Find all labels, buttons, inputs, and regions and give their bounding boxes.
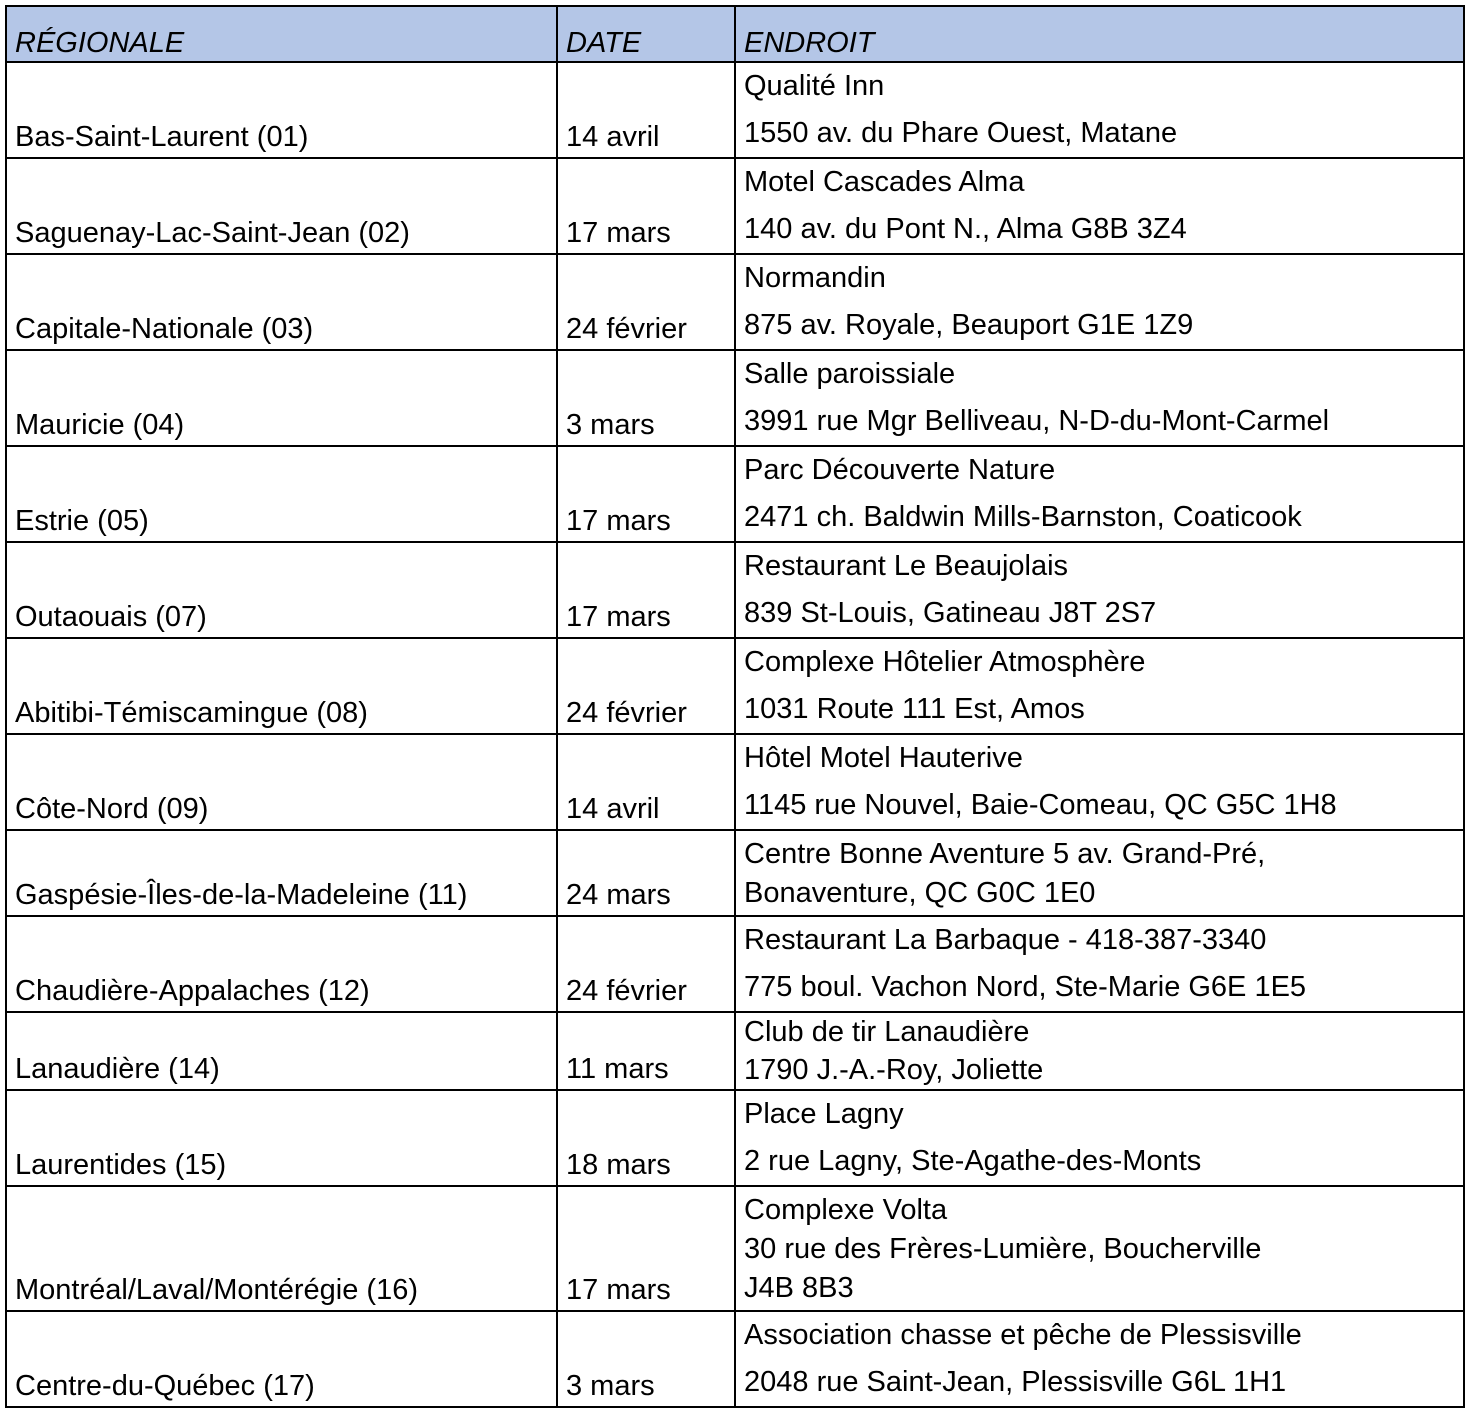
region-cell: Bas-Saint-Laurent (01): [6, 62, 557, 158]
date-cell: 11 mars: [557, 1012, 735, 1090]
table-row: [6, 1012, 1464, 1090]
place-name: Complexe Hôtelier Atmosphère: [744, 646, 1146, 678]
region-cell: Saguenay-Lac-Saint-Jean (02): [6, 158, 557, 254]
date-cell: 3 mars: [557, 1311, 735, 1407]
region-cell: Lanaudière (14): [6, 1012, 557, 1090]
place-address: 1031 Route 111 Est, Amos: [744, 693, 1085, 725]
date-cell: 14 avril: [557, 62, 735, 158]
place-address: 2048 rue Saint-Jean, Plessisville G6L 1H1: [744, 1366, 1287, 1398]
header-place: ENDROIT: [735, 6, 1464, 62]
place-address: 1790 J.-A.-Roy, Joliette: [744, 1054, 1044, 1086]
place-cell: [735, 830, 1464, 916]
place-name: Motel Cascades Alma: [744, 166, 1025, 198]
place-address: 1145 rue Nouvel, Baie-Comeau, QC G5C 1H8: [744, 789, 1337, 821]
place-cell: [735, 254, 1464, 350]
regions-table: [5, 5, 1465, 1408]
place-name: Hôtel Motel Hauterive: [744, 742, 1023, 774]
table-row: [6, 1090, 1464, 1186]
place-name: Place Lagny: [744, 1098, 904, 1130]
region-cell: Chaudière-Appalaches (12): [6, 916, 557, 1012]
date-cell: 24 février: [557, 254, 735, 350]
place-cell: [735, 916, 1464, 1012]
table-row: [6, 638, 1464, 734]
region-cell: Centre-du-Québec (17): [6, 1311, 557, 1407]
region-cell: Gaspésie-Îles-de-la-Madeleine (11): [6, 830, 557, 916]
place-name: Centre Bonne Aventure 5 av. Grand-Pré,: [744, 838, 1266, 870]
place-address: 1550 av. du Phare Ouest, Matane: [744, 117, 1178, 149]
place-address: 775 boul. Vachon Nord, Ste-Marie G6E 1E5: [744, 971, 1307, 1003]
header-row: [6, 6, 1464, 62]
place-address: 140 av. du Pont N., Alma G8B 3Z4: [744, 213, 1187, 245]
table-row: [6, 62, 1464, 158]
place-cell: [735, 734, 1464, 830]
place-name: Restaurant La Barbaque - 418-387-3340: [744, 924, 1267, 956]
place-name: Association chasse et pêche de Plessisville: [744, 1319, 1302, 1351]
table-row: [6, 1311, 1464, 1407]
date-cell: 18 mars: [557, 1090, 735, 1186]
place-address: 839 St-Louis, Gatineau J8T 2S7: [744, 597, 1157, 629]
place-address: 875 av. Royale, Beauport G1E 1Z9: [744, 309, 1194, 341]
table-row: [6, 446, 1464, 542]
region-cell: Laurentides (15): [6, 1090, 557, 1186]
place-address: Bonaventure, QC G0C 1E0: [744, 877, 1096, 909]
table-row: [6, 350, 1464, 446]
table-row: [6, 734, 1464, 830]
date-cell: 17 mars: [557, 158, 735, 254]
place-postal-code: J4B 8B3: [744, 1272, 854, 1304]
date-cell: 24 février: [557, 638, 735, 734]
place-cell: [735, 638, 1464, 734]
place-address: 2471 ch. Baldwin Mills-Barnston, Coaticook: [744, 501, 1302, 533]
date-cell: 14 avril: [557, 734, 735, 830]
date-cell: 17 mars: [557, 542, 735, 638]
header-region: RÉGIONALE: [6, 6, 557, 62]
place-cell: [735, 62, 1464, 158]
region-cell: Estrie (05): [6, 446, 557, 542]
place-address: 30 rue des Frères-Lumière, Boucherville: [744, 1233, 1262, 1265]
place-cell: [735, 1311, 1464, 1407]
place-name: Club de tir Lanaudière: [744, 1016, 1030, 1048]
table-row: [6, 158, 1464, 254]
place-name: Complexe Volta: [744, 1194, 948, 1226]
table-row: [6, 830, 1464, 916]
date-cell: 17 mars: [557, 446, 735, 542]
place-name: Normandin: [744, 262, 886, 294]
table-row: [6, 254, 1464, 350]
place-cell: [735, 1186, 1464, 1311]
place-address: 3991 rue Mgr Belliveau, N-D-du-Mont-Carmel: [744, 405, 1330, 437]
table-row: [6, 916, 1464, 1012]
region-cell: Mauricie (04): [6, 350, 557, 446]
place-cell: [735, 542, 1464, 638]
date-cell: 24 mars: [557, 830, 735, 916]
table-row: [6, 1186, 1464, 1311]
table-row: [6, 542, 1464, 638]
place-cell: [735, 446, 1464, 542]
date-cell: 24 février: [557, 916, 735, 1012]
header-date: DATE: [557, 6, 735, 62]
region-cell: Outaouais (07): [6, 542, 557, 638]
place-name: Parc Découverte Nature: [744, 454, 1056, 486]
place-address: 2 rue Lagny, Ste-Agathe-des-Monts: [744, 1145, 1202, 1177]
date-cell: 17 mars: [557, 1186, 735, 1311]
region-cell: Côte-Nord (09): [6, 734, 557, 830]
place-name: Restaurant Le Beaujolais: [744, 550, 1069, 582]
date-cell: 3 mars: [557, 350, 735, 446]
region-cell: Capitale-Nationale (03): [6, 254, 557, 350]
region-cell: Montréal/Laval/Montérégie (16): [6, 1186, 557, 1311]
place-cell: [735, 1090, 1464, 1186]
place-cell: [735, 350, 1464, 446]
place-name: Qualité Inn: [744, 70, 885, 102]
place-cell: [735, 158, 1464, 254]
place-cell: [735, 1012, 1464, 1090]
region-cell: Abitibi-Témiscamingue (08): [6, 638, 557, 734]
place-name: Salle paroissiale: [744, 358, 956, 390]
